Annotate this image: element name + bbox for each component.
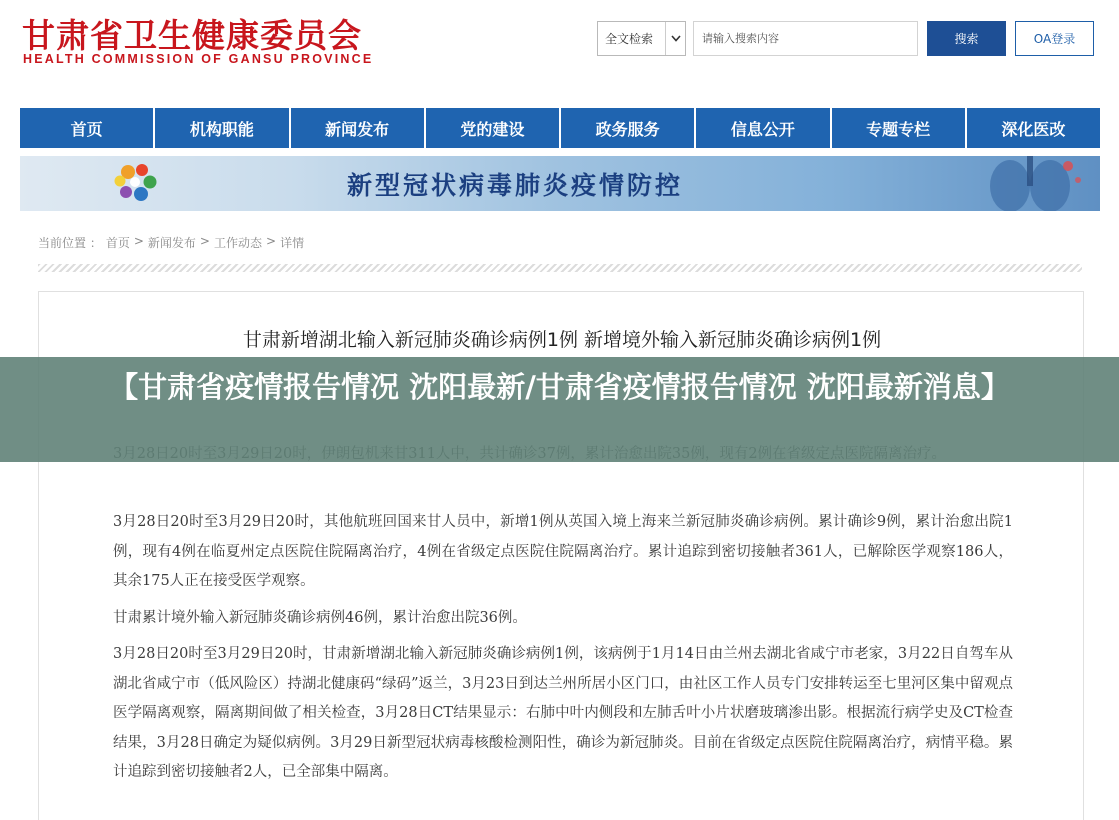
- nav-item-topics[interactable]: 专题专栏: [832, 108, 967, 148]
- site-logo-cn[interactable]: 甘肃省卫生健康委员会: [22, 16, 362, 55]
- nav-item-reform[interactable]: 深化医改: [1001, 119, 1066, 139]
- search-input[interactable]: 请输入搜索内容: [693, 21, 918, 56]
- breadcrumb-separator: >: [266, 234, 277, 248]
- site-header: [0, 0, 1119, 100]
- breadcrumb-work-updates[interactable]: 工作动态: [213, 236, 262, 250]
- nav-item-organization[interactable]: 机构职能: [155, 108, 290, 148]
- oa-login-button[interactable]: OA登录: [1015, 21, 1094, 56]
- main-nav: [20, 108, 1100, 148]
- breadcrumb-home[interactable]: 首页: [105, 236, 130, 250]
- nav-item-party[interactable]: 党的建设: [426, 108, 561, 148]
- breadcrumb-news[interactable]: 新闻发布: [147, 236, 196, 250]
- epidemic-banner[interactable]: [20, 156, 1100, 211]
- article-paragraph: 甘肃累计境外输入新冠肺炎确诊病例46例，累计治愈出院36例。: [113, 610, 527, 626]
- flower-logo-icon: [108, 160, 166, 208]
- article-title: 甘肃新增湖北输入新冠肺炎确诊病例1例 新增境外输入新冠肺炎确诊病例1例: [242, 329, 882, 351]
- breadcrumb: [38, 234, 304, 251]
- nav-item-home[interactable]: 首页: [20, 108, 155, 148]
- breadcrumb-current: 详情: [280, 236, 305, 250]
- headline-overlay: [0, 357, 1119, 462]
- nav-item-disclosure[interactable]: 信息公开: [696, 108, 831, 148]
- site-logo-en: HEALTH COMMISSION OF GANSU PROVINCE: [23, 52, 374, 66]
- nav-item-news[interactable]: 新闻发布: [291, 108, 426, 148]
- article-paragraph: 3月28日20时至3月29日20时，甘肃新增湖北输入新冠肺炎确诊病例1例，该病例于1月14日由兰州去湖北省咸宁市老家，3月22日自驾车从湖北省咸宁市（低风险区）持湖北健康码“绿码”返兰，3月23日到达兰州所居小区门口，由社区工作人员专门安排转运至七里河区集中留观点医学隔离观察，隔离期间做了相关检查，3月28日CT结果显示：右肺中叶内侧段和左肺舌叶小片状磨玻璃渗出影。根据流行病学史及CT检查结果，3月28日确定为疑似病例。3月29日新型冠状病毒核酸检测阳性，确诊为新冠肺炎。目前在省级定点医院住院隔离治疗，病情平稳。累计追踪到密切接触者2人，已全部集中隔离。: [113, 646, 1013, 780]
- article-paragraph: 3月28日20时至3月29日20时，其他航班回国来甘人员中，新增1例从英国入境上海来兰新冠肺炎确诊病例。累计确诊9例，累计治愈出院1例，现有4例在临夏州定点医院住院隔离治疗，4例在省级定点医院住院隔离治疗。累计追踪到密切接触者361人，已解除医学观察186人，其余175人正在接受医学观察。: [113, 514, 1013, 589]
- breadcrumb-separator: >: [133, 234, 144, 248]
- chevron-down-icon[interactable]: [665, 22, 685, 55]
- divider: [38, 264, 1082, 272]
- search-scope-label: 全文检索: [605, 32, 654, 46]
- headline-overlay-text: 【甘肃省疫情报告情况 沈阳最新/甘肃省疫情报告情况 沈阳最新消息】: [109, 370, 1010, 404]
- search-button[interactable]: 搜索: [927, 21, 1006, 56]
- banner-title: 新型冠状病毒肺炎疫情防控: [347, 171, 684, 200]
- nav-item-services[interactable]: 政务服务: [561, 108, 696, 148]
- breadcrumb-prefix: 当前位置 ：: [38, 236, 102, 250]
- lungs-icon: [968, 156, 1088, 211]
- search-scope-select[interactable]: [597, 21, 686, 56]
- breadcrumb-separator: >: [199, 234, 210, 248]
